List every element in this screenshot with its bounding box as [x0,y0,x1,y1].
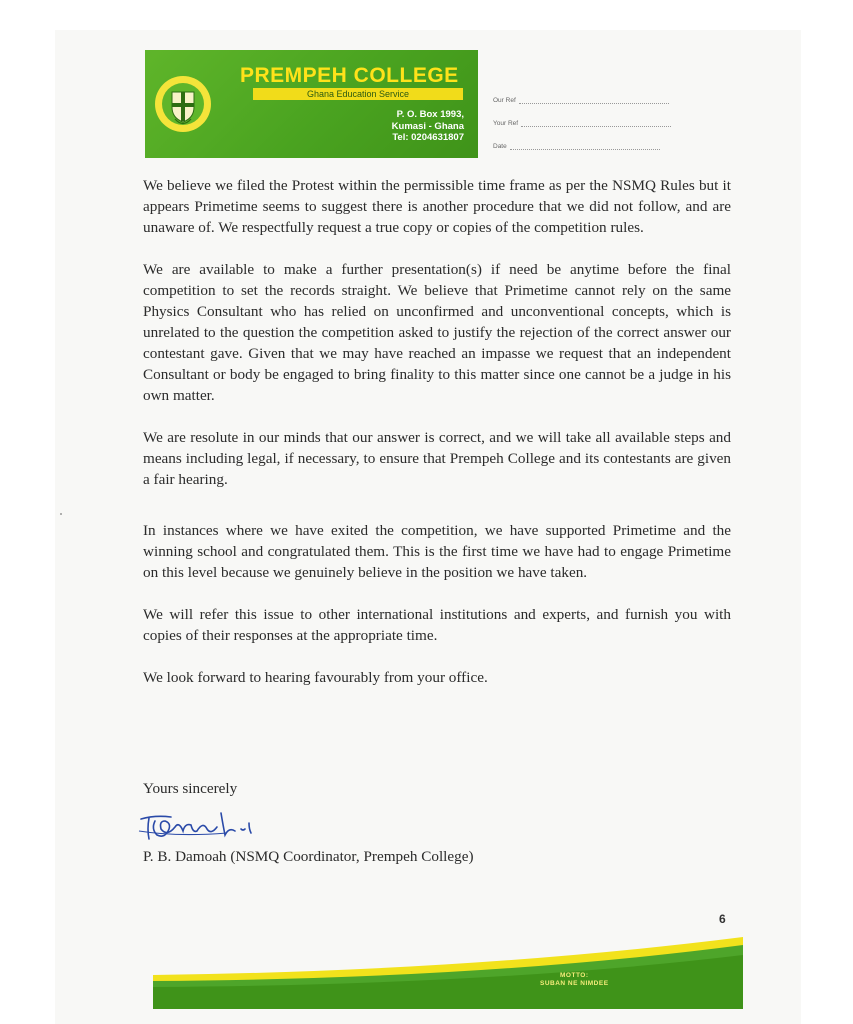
paragraph-instances: In instances where we have exited the competition, we have supported Primetime and the winning school and congratulated them. This is the first time we have had to engage Primetime on this level because we genuinely believe in the position we have taken. [143,522,731,581]
college-address [392,109,464,144]
our-ref-row [493,96,671,104]
address-line-2: Kumasi - Ghana [391,120,464,132]
your-ref-label: Your Ref [493,120,519,127]
phone-number: Tel: 0204631807 [392,132,464,143]
your-ref-row [493,119,671,127]
paragraph-presentation: We are available to make a further presentation(s) if need be anytime before the final competition to set the records straight. We believe that Primetime cannot rely on the same Physics Consultant who has relied on unconfirmed and unconventional concepts, which is unrelated to the question the competition asked to justify the rejection of the correct answer our contestant gave. Given that we may have reached an impasse we request that an independent Consultant or body be engaged to bring finality to this matter since one cannot be a judge in his own matter. [143,261,731,404]
paragraph-refer: We will refer this issue to other international institutions and experts, and furnish you with copies of their responses at the appropriate time. [143,606,731,644]
handwritten-signature [137,809,297,843]
margin-mark [60,513,62,515]
letter-body [143,175,731,709]
page-number: 6 [719,912,726,926]
paragraph-protest: We believe we filed the Protest within the permissible time frame as per the NSMQ Rules but it appears Primetime seems to suggest there is another procedure that we did not follow, and are unaware of. We respectfully request a true copy or copies of the competition rules. [143,177,731,236]
letterhead-banner [145,50,478,158]
signatory-name: P. B. Damoah (NSMQ Coordinator, Prempeh College) [143,848,474,865]
motto-text: SUBAN NE NIMDEE [540,980,609,987]
footer-motto [540,972,609,988]
our-ref-line [519,96,669,104]
footer-banner [153,937,743,1009]
service-label: Ghana Education Service [253,88,463,100]
paragraph-resolute: We are resolute in our minds that our answer is correct, and we will take all available steps and means including legal, if necessary, to ensure that Prempeh College and its contestants are given a fair hearing. [143,429,731,488]
date-line [510,142,660,150]
paragraph-look-forward: We look forward to hearing favourably from your office. [143,669,488,686]
motto-label: MOTTO: [560,972,589,979]
sign-off: Yours sincerely [143,780,238,797]
date-row [493,142,671,150]
college-name: PREMPEH COLLEGE [240,64,459,87]
our-ref-label: Our Ref [493,97,516,104]
reference-fields [493,96,671,165]
date-label: Date [493,143,507,150]
college-crest-icon [153,74,213,134]
letter-page [55,30,801,1024]
your-ref-line [521,119,671,127]
address-line-1: P. O. Box 1993, [396,109,464,120]
